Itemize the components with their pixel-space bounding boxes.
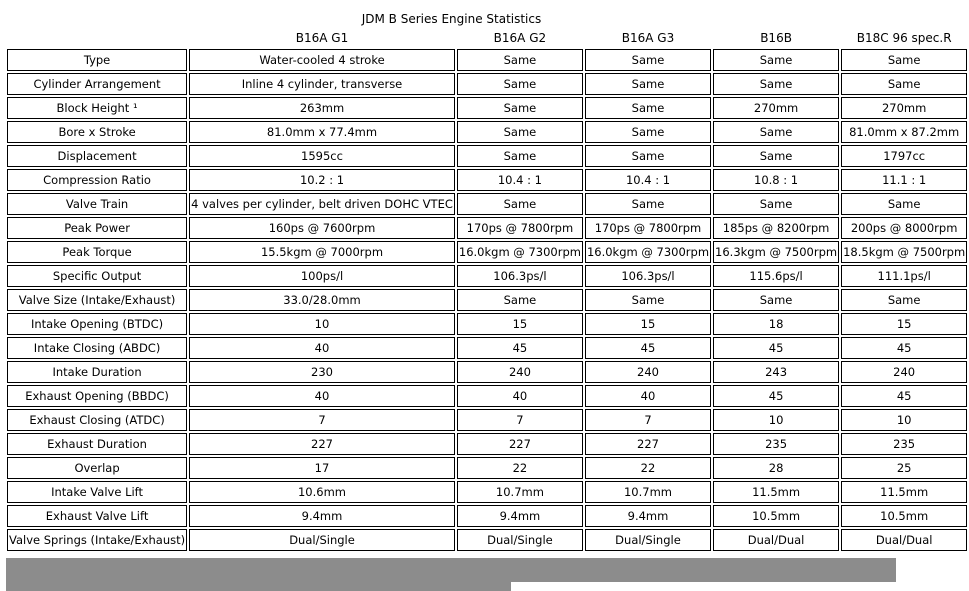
table-cell: 10.6mm: [189, 481, 455, 503]
table-row: [7, 145, 967, 167]
table-cell: 10.4 : 1: [457, 169, 583, 191]
table-cell: 1797cc: [841, 145, 967, 167]
table-row: [7, 193, 967, 215]
table-cell: 22: [585, 457, 711, 479]
table-cell: 25: [841, 457, 967, 479]
table-cell: Same: [713, 289, 839, 311]
table-cell: 263mm: [189, 97, 455, 119]
row-label: Exhaust Opening (BBDC): [7, 385, 187, 407]
table-cell: 240: [457, 361, 583, 383]
table-cell: 227: [189, 433, 455, 455]
table-row: [7, 265, 967, 287]
table-row: [7, 457, 967, 479]
table-cell: 235: [713, 433, 839, 455]
table-cell: 11.5mm: [713, 481, 839, 503]
table-cell: 106.3ps/l: [457, 265, 583, 287]
table-cell: Same: [585, 145, 711, 167]
table-cell: Same: [713, 73, 839, 95]
table-cell: 15: [841, 313, 967, 335]
table-cell: 22: [457, 457, 583, 479]
table-cell: Inline 4 cylinder, transverse: [189, 73, 455, 95]
table-cell: 10: [189, 313, 455, 335]
row-label: Peak Power: [7, 217, 187, 239]
table-cell: 111.1ps/l: [841, 265, 967, 287]
row-label: Bore x Stroke: [7, 121, 187, 143]
table-row: [7, 529, 967, 551]
table-cell: 4 valves per cylinder, belt driven DOHC VTEC: [189, 193, 455, 215]
table-row: [7, 337, 967, 359]
row-label: Valve Size (Intake/Exhaust): [7, 289, 187, 311]
table-row: [7, 97, 967, 119]
table-cell: 240: [841, 361, 967, 383]
table-cell: 28: [713, 457, 839, 479]
engine-stats-table: [5, 27, 969, 553]
table-cell: 270mm: [713, 97, 839, 119]
table-cell: Same: [585, 49, 711, 71]
table-cell: 40: [585, 385, 711, 407]
table-cell: 15: [457, 313, 583, 335]
table-body: [7, 49, 967, 551]
row-label: Compression Ratio: [7, 169, 187, 191]
table-cell: Same: [457, 289, 583, 311]
table-cell: 40: [189, 337, 455, 359]
table-cell: 115.6ps/l: [713, 265, 839, 287]
row-label: Valve Springs (Intake/Exhaust): [7, 529, 187, 551]
table-cell: 18.5kgm @ 7500rpm: [841, 241, 967, 263]
table-cell: 10.5mm: [713, 505, 839, 527]
table-cell: Water-cooled 4 stroke: [189, 49, 455, 71]
table-cell: 243: [713, 361, 839, 383]
table-cell: 10: [841, 409, 967, 431]
table-cell: 45: [841, 385, 967, 407]
column-header-b16a-g1: B16A G1: [295, 31, 349, 45]
table-row: [7, 409, 967, 431]
table-cell: 11.1 : 1: [841, 169, 967, 191]
table-row: [7, 313, 967, 335]
table-row: [7, 169, 967, 191]
row-label: Intake Valve Lift: [7, 481, 187, 503]
table-cell: 16.0kgm @ 7300rpm: [457, 241, 583, 263]
footer-panel: [511, 582, 896, 591]
table-row: [7, 217, 967, 239]
row-label: Valve Train: [7, 193, 187, 215]
column-header-b18c: B18C 96 spec.R: [856, 31, 952, 45]
column-header-b16a-g2: B16A G2: [493, 31, 547, 45]
footer-edge: [896, 558, 903, 591]
page-title: JDM B Series Engine Statistics: [361, 12, 542, 26]
table-cell: Same: [841, 49, 967, 71]
table-cell: 40: [189, 385, 455, 407]
table-cell: 45: [713, 385, 839, 407]
table-header-row: [7, 29, 967, 47]
table-row: [7, 481, 967, 503]
table-cell: Same: [457, 121, 583, 143]
table-cell: Same: [457, 73, 583, 95]
table-cell: 15: [585, 313, 711, 335]
table-cell: 45: [457, 337, 583, 359]
table-cell: 9.4mm: [457, 505, 583, 527]
table-cell: 170ps @ 7800rpm: [457, 217, 583, 239]
table-row: [7, 289, 967, 311]
row-label: Intake Opening (BTDC): [7, 313, 187, 335]
table-cell: Same: [585, 193, 711, 215]
table-row: [7, 241, 967, 263]
table-cell: Same: [841, 193, 967, 215]
table-cell: 10.2 : 1: [189, 169, 455, 191]
table-cell: 170ps @ 7800rpm: [585, 217, 711, 239]
table-row: [7, 121, 967, 143]
table-cell: 235: [841, 433, 967, 455]
row-label: Overlap: [7, 457, 187, 479]
table-cell: 7: [585, 409, 711, 431]
table-cell: Dual/Dual: [713, 529, 839, 551]
table-cell: 10.7mm: [585, 481, 711, 503]
table-cell: 185ps @ 8200rpm: [713, 217, 839, 239]
table-cell: 200ps @ 8000rpm: [841, 217, 967, 239]
table-cell: 16.0kgm @ 7300rpm: [585, 241, 711, 263]
table-cell: 1595cc: [189, 145, 455, 167]
table-cell: 17: [189, 457, 455, 479]
column-header-label: [7, 29, 187, 47]
table-cell: 160ps @ 7600rpm: [189, 217, 455, 239]
table-cell: 45: [841, 337, 967, 359]
table-cell: Same: [585, 289, 711, 311]
table-cell: Dual/Single: [585, 529, 711, 551]
table-cell: Dual/Single: [457, 529, 583, 551]
table-cell: Same: [457, 49, 583, 71]
table-cell: 227: [585, 433, 711, 455]
table-row: [7, 505, 967, 527]
table-cell: 18: [713, 313, 839, 335]
table-row: [7, 49, 967, 71]
table-cell: 7: [189, 409, 455, 431]
row-label: Peak Torque: [7, 241, 187, 263]
table-cell: 33.0/28.0mm: [189, 289, 455, 311]
table-cell: 10.4 : 1: [585, 169, 711, 191]
row-label: Intake Closing (ABDC): [7, 337, 187, 359]
table-cell: 106.3ps/l: [585, 265, 711, 287]
table-cell: Same: [713, 193, 839, 215]
column-header-b16b: B16B: [760, 31, 792, 45]
table-cell: 40: [457, 385, 583, 407]
table-cell: Same: [713, 145, 839, 167]
table-cell: 9.4mm: [585, 505, 711, 527]
table-cell: 16.3kgm @ 7500rpm: [713, 241, 839, 263]
table-cell: Dual/Dual: [841, 529, 967, 551]
table-row: [7, 433, 967, 455]
table-cell: Same: [713, 121, 839, 143]
table-cell: 81.0mm x 77.4mm: [189, 121, 455, 143]
table-cell: Same: [713, 49, 839, 71]
row-label: Block Height ¹: [7, 97, 187, 119]
table-cell: 240: [585, 361, 711, 383]
table-cell: Same: [841, 73, 967, 95]
row-label: Specific Output: [7, 265, 187, 287]
table-cell: Same: [457, 193, 583, 215]
table-cell: 100ps/l: [189, 265, 455, 287]
table-cell: Same: [841, 289, 967, 311]
row-label: Cylinder Arrangement: [7, 73, 187, 95]
table-cell: 45: [713, 337, 839, 359]
table-cell: 45: [585, 337, 711, 359]
table-cell: 10.8 : 1: [713, 169, 839, 191]
table-cell: Same: [585, 121, 711, 143]
table-cell: 10: [713, 409, 839, 431]
table-row: [7, 361, 967, 383]
table-cell: 270mm: [841, 97, 967, 119]
table-cell: Same: [457, 145, 583, 167]
table-cell: Same: [585, 97, 711, 119]
table-cell: 11.5mm: [841, 481, 967, 503]
table-cell: 10.7mm: [457, 481, 583, 503]
table-cell: 227: [457, 433, 583, 455]
table-row: [7, 73, 967, 95]
table-cell: 10.5mm: [841, 505, 967, 527]
row-label: Displacement: [7, 145, 187, 167]
column-header-b16a-g3: B16A G3: [621, 31, 675, 45]
row-label: Exhaust Valve Lift: [7, 505, 187, 527]
table-cell: 9.4mm: [189, 505, 455, 527]
table-row: [7, 385, 967, 407]
table-cell: Same: [457, 97, 583, 119]
row-label: Type: [7, 49, 187, 71]
table-cell: Same: [585, 73, 711, 95]
row-label: Exhaust Closing (ATDC): [7, 409, 187, 431]
row-label: Exhaust Duration: [7, 433, 187, 455]
table-cell: Dual/Single: [189, 529, 455, 551]
table-cell: 15.5kgm @ 7000rpm: [189, 241, 455, 263]
table-cell: 81.0mm x 87.2mm: [841, 121, 967, 143]
table-cell: 7: [457, 409, 583, 431]
row-label: Intake Duration: [7, 361, 187, 383]
table-cell: 230: [189, 361, 455, 383]
